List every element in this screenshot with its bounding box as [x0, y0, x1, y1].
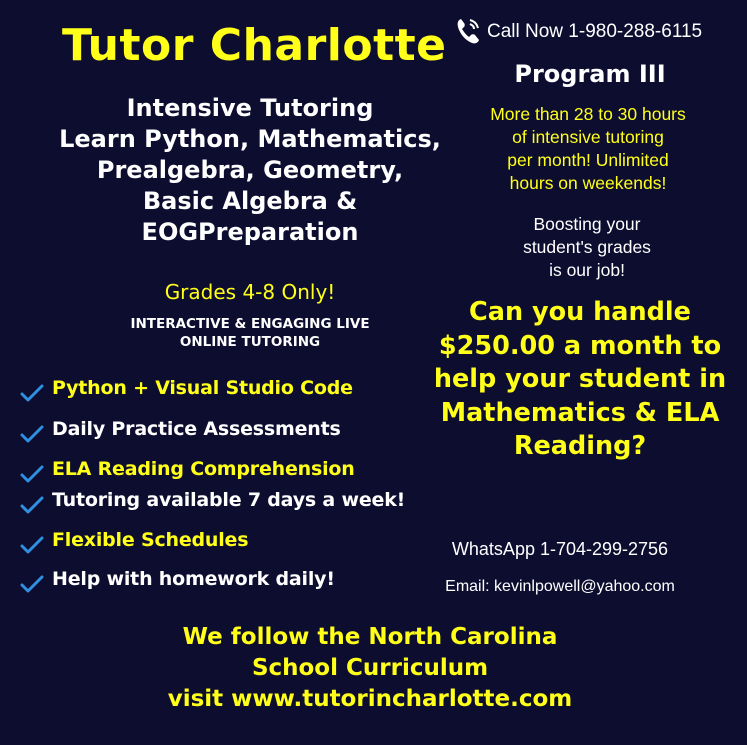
footer-line: School Curriculum — [251, 655, 489, 681]
checkmark-icon — [20, 464, 44, 484]
boost-text — [492, 213, 682, 282]
cta-line: Can you handle — [469, 297, 691, 327]
cta-line: Reading? — [513, 431, 647, 461]
headline-line: Learn Python, Mathematics, — [59, 125, 441, 153]
headline-line: Basic Algebra & — [142, 187, 358, 215]
feature-text: Help with homework daily! — [52, 568, 335, 590]
cta-line: Mathematics & ELA — [440, 397, 720, 428]
program-description-line: per month! Unlimited — [507, 150, 669, 170]
interactive-label — [60, 315, 440, 351]
checkmark-icon — [20, 574, 44, 594]
feature-text: Flexible Schedules — [52, 529, 249, 551]
boost-line: Boosting your — [533, 214, 641, 234]
checkmark-icon — [20, 495, 44, 515]
headline-line: Prealgebra, Geometry, — [96, 156, 404, 184]
cta-line: $250.00 a month to — [438, 330, 722, 361]
checkmark-icon — [20, 535, 44, 555]
feature-text: ELA Reading Comprehension — [52, 458, 355, 480]
phone-icon — [455, 16, 483, 46]
footer-line: We follow the North Carolina — [182, 624, 558, 650]
checkmark-icon — [20, 424, 44, 444]
boost-line: student's grades — [523, 237, 651, 257]
feature-text: Tutoring available 7 days a week! — [52, 489, 406, 511]
program-description-line: More than 28 to 30 hours — [490, 104, 686, 124]
grades-label: Grades 4-8 Only! — [164, 280, 336, 304]
whatsapp-contact[interactable]: WhatsApp 1-704-299-2756 — [451, 539, 669, 559]
checkmark-icon — [20, 383, 44, 403]
feature-text: Daily Practice Assessments — [52, 418, 341, 440]
boost-line: is our job! — [549, 260, 625, 280]
feature-text: Python + Visual Studio Code — [52, 377, 353, 399]
headline-line: Intensive Tutoring — [126, 94, 374, 122]
pricing-question — [430, 296, 730, 464]
footer-website-link[interactable]: visit www.tutorincharlotte.com — [167, 686, 573, 712]
interactive-line: ONLINE TUTORING — [179, 334, 321, 350]
headline-line: EOGPreparation — [141, 218, 359, 246]
interactive-line: INTERACTIVE & ENGAGING LIVE — [130, 316, 370, 332]
call-now-text: Call Now 1-980-288-6115 — [487, 21, 703, 42]
call-now-banner[interactable] — [455, 16, 745, 48]
cta-line: help your student in — [433, 364, 727, 394]
program-name: Program III — [514, 60, 666, 88]
email-contact[interactable]: Email: kevinlpowell@yahoo.com — [445, 578, 675, 595]
page-title: Tutor Charlotte — [62, 20, 447, 71]
footer-text — [120, 622, 620, 715]
subjects-headline — [30, 93, 470, 248]
program-description-line: of intensive tutoring — [512, 127, 664, 147]
program-description — [468, 103, 708, 195]
program-description-line: hours on weekends! — [509, 173, 667, 193]
